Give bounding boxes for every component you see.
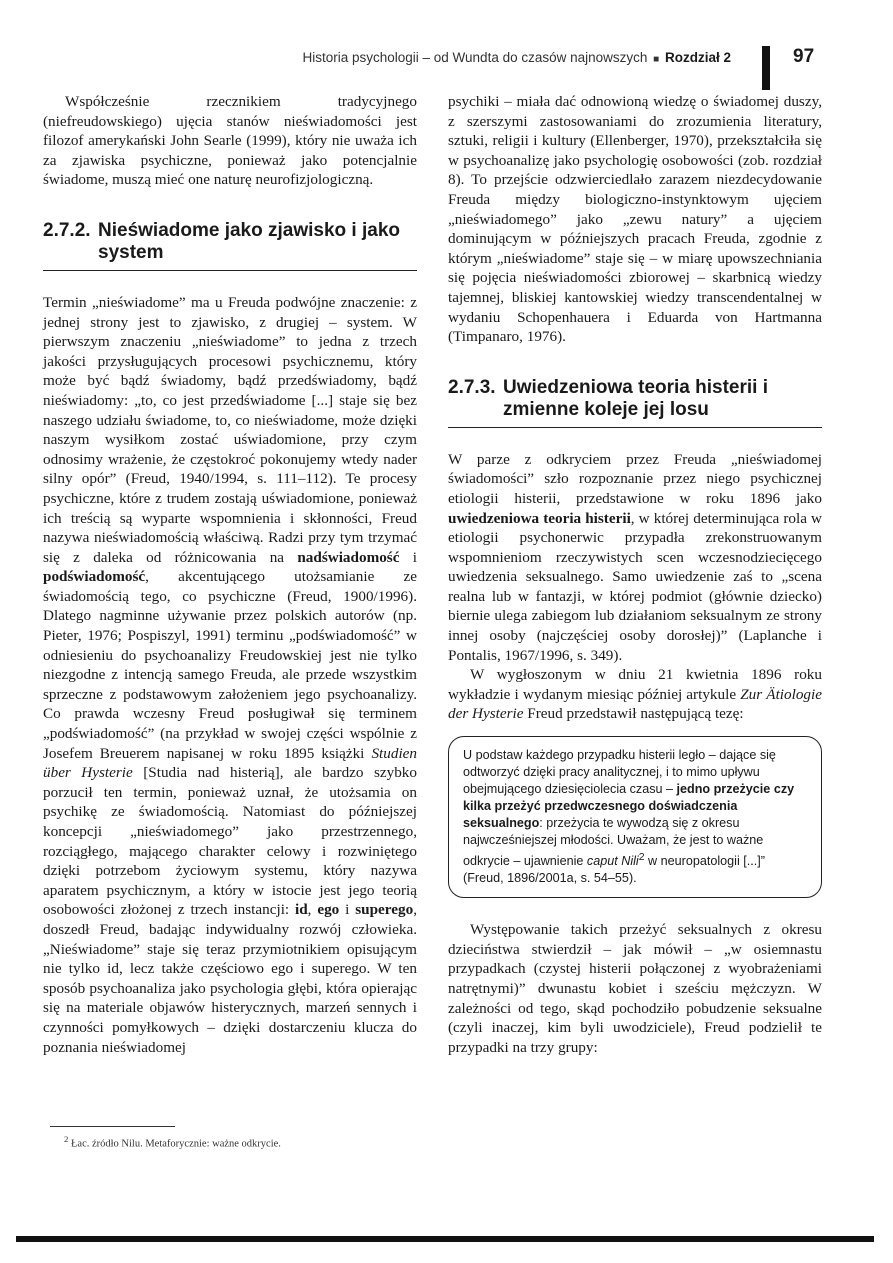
page-header	[0, 46, 893, 74]
section-heading-2-7-2	[43, 220, 417, 271]
section-title: Uwiedzeniowa teoria histerii i zmienne koleje jej losu	[503, 376, 769, 420]
footnote-number: 2	[64, 1134, 69, 1144]
footnote-text: Łac. źródło Nilu. Metaforycznie: ważne odkrycie.	[71, 1138, 281, 1150]
running-head	[302, 50, 731, 65]
term-bold: uwiedzeniowa teoria histerii	[448, 509, 631, 527]
section-heading-2-7-3	[448, 377, 822, 428]
bottom-rule	[16, 1236, 874, 1242]
footnote-rule	[50, 1126, 175, 1127]
quotation-box: U podstaw każdego przypadku histerii legło – dające się odtworzyć dzięki pracy analitycznej, i to mimo upływu obejmującego dziesięciolecia czasu – jedno przeżycie czy kilka przeżyć przedwczesnego doświadczenia seksualnego: przeżycia te wywodzą się z okresu najwcześniejszej młodości. Uważam, że jest to ważne odkrycie – ujawnienie caput Nili$^2$ w neuropatologii [...]” (Freud, 1896/2001a, s. 54–55).	[448, 736, 822, 898]
running-title: Historia psychologii – od Wundta do czasów najnowszych	[302, 50, 648, 65]
body-paragraph: Występowanie takich przeżyć seksualnych z okresu dzieciństwa stwierdził – jak mówił – „w osiemnastu przypadkach (czystej histerii połączonej z wyobrażeniami natrętnymi)” dwunastu kobiet i sześciu mężczyzn. W zależności od tego, skąd pochodziło pobudzenie seksualne (czyli inaczej, kim byli uwodziciele), Freud podzielił te przypadki na trzy grupy:	[448, 921, 822, 1056]
chapter-label: Rozdział 2	[664, 50, 731, 65]
body-paragraph: W parze z odkryciem przez Freuda „nieświadomej świadomości” szło rozpoznanie przez niego psychicznej etiologii histerii, przedstawione w roku 1896 jako uwiedzeniowa teoria histerii, w której determinująca rola w etiologii psychonerwic przypadła zrekonstruowanym wspomnieniom rzeczywistych scen wczesnodziecięcego uwiedzenia seksualnego. Samo uwiedzenie zaś to „scena realna lub w fantazji, w której podmiot (głównie dziecko) biernie ulega zabiegom lub działaniom seksualnym ze strony innej osoby (najczęściej osoby dorosłej)” (Laplanche i Pontalis, 1967/1996, s. 349).	[448, 450, 822, 664]
term-bold: id	[295, 901, 308, 919]
section-number: 2.7.2.	[43, 219, 91, 241]
term-bold: podświadomość	[43, 568, 146, 586]
header-divider-bar	[762, 46, 770, 90]
term-bold: ego	[317, 901, 340, 919]
quote-emphasis: jedno przeżycie czy kilka przeżyć przedwczesnego doświadczenia seksualnego	[463, 782, 795, 831]
page-number: 97	[793, 46, 815, 67]
article-title: Zur Ätiologie der Hysterie	[448, 685, 822, 723]
left-column	[43, 92, 417, 1057]
section-title: Nieświadome jako zjawisko i jako system	[98, 219, 401, 263]
square-bullet-icon: ■	[653, 54, 660, 65]
term-bold: superego	[355, 901, 414, 919]
footnote-marker: 2	[638, 851, 645, 864]
intro-paragraph: Współcześnie rzecznikiem tradycyjnego (niefreudowskiego) ujęcia stanów nieświadomości jest filozof amerykański John Searle (1999), który nie uważa ich za zjawiska psychiczne, ponieważ jako potencjalnie świadome, muszą mieć one naturę neurofizjologiczną.	[43, 93, 417, 189]
body-paragraph: Termin „nieświadome” ma u Freuda podwójne znaczenie: z jednej strony jest to zjawisko, z drugiej – system. W pierwszym znaczeniu „nieświadome” to jedna z trzech jakości przysługujących procesowi psychicznemu, który może być bądź świadomy, bądź przedświadomy, bądź nieświadomy: „to, co jest przedświadome [...] staje się bez naszego udziału świadome, to, co nieświadome, może dzięki naszym wysiłkom zostać uświadomione, przy czym odnosimy wrażenie, że częstokroć pokonujemy wtedy nader silny opór” (Freud, 1940/1994, s. 111–112). Te procesy psychiczne, które z trudem zostają uświadomione, ponieważ ich treścią są wyparte wspomnienia i skłonności, Freud nazywa nieświadomością właściwą. Radzi przy tym trzymać się z daleka od różnicowania na nadświadomość i podświadomość, akcentującego utożsamianie ze świadomością tego, co psychiczne (Freud, 1900/1996). Dlatego nagminne używanie przez polskich autorów (np. Pieter, 1976; Pospiszyl, 1991) terminu „podświadomość” w odniesieniu do psychoanalizy Freudowskiej jest nie tylko niezgodne z intencją samego Freuda, ale przede wszystkim sprzeczne z podstawowym założeniem jego psychoanalizy. Co prawda wczesny Freud posługiwał się terminem „podświadomość” (na przykład w swojej części wspólnie z Josefem Breuerem napisanej w roku 1895 książki Studien über Hysterie [Studia nad histerią], ale bardzo szybko porzucił ten termin, ponieważ uznał, że utożsamia on psychikę ze świadomością. Natomiast do późniejszej koncepcji „nieświadomego” jako przestrzennego, rozciągłego, mającego charakter celowy i rozwiniętego dzięki potrzebom życiowym systemu, który nazywa aparatem psychicznym, a który w istocie jest jego teorią osobowości złożonej z trzech instancji: id, ego i superego, doszedł Freud, badając indywidualny rozwój człowieka. „Nieświadome” staje się teraz przymiotnikiem opisującym nie tylko id, lecz także częściowo ego i superego. W ten sposób psychoanaliza jako psychologia głębi, która opierając się na materiale objawów histerycznych, marzeń sennych i czynności pomyłkowych – dzięki dostarczeniu klucza do poznania nieświadomej	[43, 293, 417, 1056]
continued-paragraph: psychiki – miała dać odnowioną wiedzę o świadomej duszy, z szerszymi zastosowaniami do zrozumienia literatury, sztuki, religii i kultury (Ellenberger, 1970), przekształciła się w psychoanalizę jako psychologię osobowości (zob. rozdział 8). To przejście odzwierciedlało zarazem niezdecydowanie Freuda między biologiczno-instynktowym ujęciem „nieświadomego” jako „zewu natury” a ujęciem dominującym w późniejszych pracach Freuda, zgodnie z którym „nieświadome” staje się – w miarę upowszechniania się pojęcia nieświadomości zbiorowej – skarbnicą wiedzy tajemnej, bliskiej kantowskiej wiedzy transcendentalnej w wydaniu Schopenhauera i Eduarda von Hartmanna (Timpanaro, 1976).	[448, 93, 822, 346]
right-column	[448, 92, 822, 1057]
footnote	[64, 1134, 281, 1150]
section-number: 2.7.3.	[448, 376, 496, 398]
book-title: Studien über Hysterie	[43, 744, 417, 782]
latin-term: caput Nili	[586, 854, 639, 869]
body-paragraph: W wygłoszonym w dniu 21 kwietnia 1896 roku wykładzie i wydanym miesiąc później artykule Zur Ätiologie der Hysterie Freud przedstawił następującą tezę:	[448, 666, 822, 723]
term-bold: nadświadomość	[297, 548, 400, 566]
